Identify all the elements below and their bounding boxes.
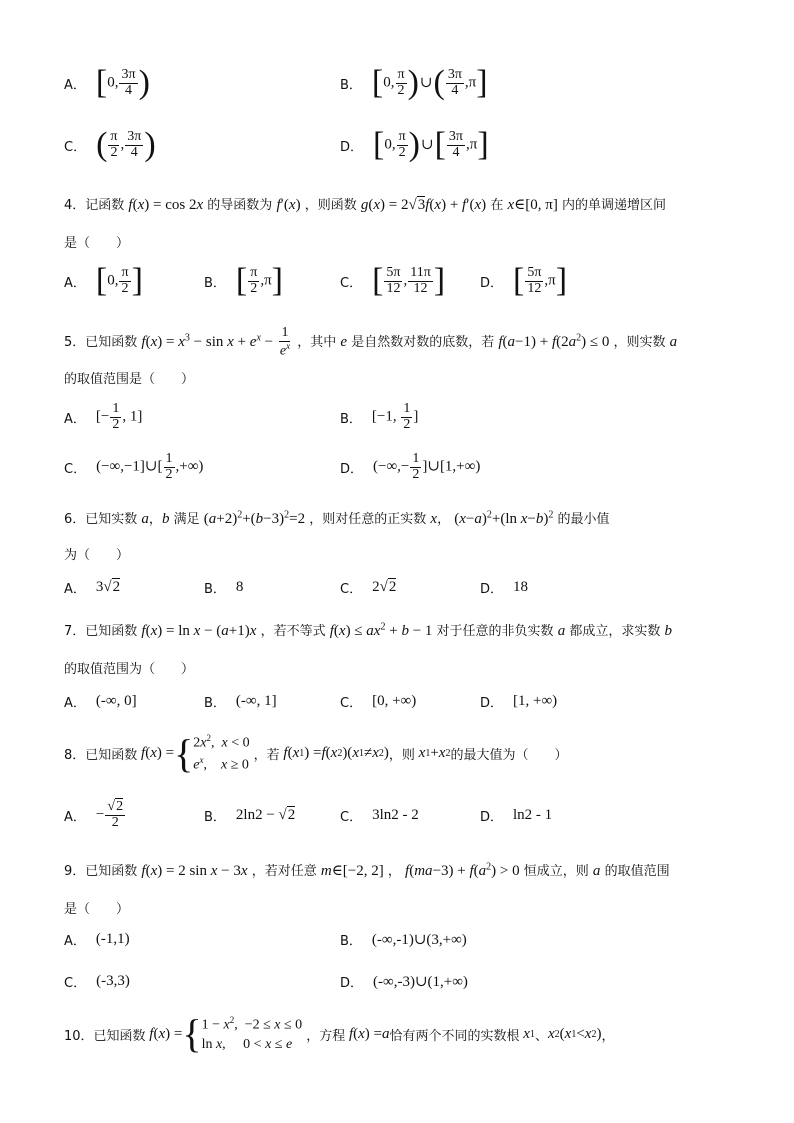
q5-option-b [340, 402, 418, 432]
q7-option-c [340, 692, 416, 711]
option-label: C． [340, 696, 363, 711]
question-9-stem: 9．已知函数 f(x) = 2 sin x − 3x ，若对任意 m∈[−2, 2] ， $f(ma-3) + f(a^2) > 0$ 恒成立，则 a 的取值范围 [64, 861, 670, 879]
question-7-stem: 7．已知函数 f(x) = ln x − (a+1)x ，若不等式 $f(x) \le ax^2 + b - 1$ 对于任意的非负实数 a 都成立，求实数 b [64, 621, 672, 639]
option-math: [− $\frac{1}{2}$ , 1] [95, 401, 143, 432]
option-label: D． [480, 582, 504, 597]
option-label: A． [64, 77, 86, 93]
option-label: A． [64, 275, 86, 291]
option-label: D． [340, 461, 364, 477]
q9-option-a [64, 930, 130, 949]
option-label: B． [204, 275, 226, 291]
piecewise-brace: { [174, 730, 194, 776]
option-math: (−∞,− $\frac{1}{2}$ ]∪[1,+∞) [373, 451, 481, 482]
option-math: ( $\frac{\pi}{2}$ , $\frac{3\pi}{4}$ ) [96, 126, 156, 163]
piecewise-cases: $2x^2$, x < 0 $e^x$, x ≥ 0 [193, 733, 250, 773]
option-math: (-1,1) [95, 931, 130, 947]
option-math: 18 [513, 579, 529, 595]
option-math: [−1, $\frac{1}{2}$ ] [371, 401, 419, 432]
option-math: 3√2 [95, 579, 121, 595]
q6-option-c [340, 578, 396, 597]
option-math: [0, $\frac{\pi}{2}$ )∪[ $\frac{3\pi}{4}$ ,π] [373, 126, 489, 163]
q7-option-b [204, 692, 277, 711]
option-label: A． [64, 582, 86, 597]
option-math: 3ln2 - 2 [372, 807, 419, 823]
option-math: [ $\frac{\pi}{2}$ ,π] [235, 262, 283, 299]
option-math: [0, +∞) [372, 693, 417, 709]
option-label: A． [64, 696, 86, 711]
option-math: [0, $\frac{\pi}{2}$ ] [95, 262, 143, 299]
q9-option-d [340, 972, 468, 991]
option-math: [ $\frac{5\pi}{12}$ ,π] [513, 262, 568, 299]
question-5-stem: 5．已知函数 $f(x) = x^3 - \sin x + e^x$ − $\frac{1}{e^x}$ ，其中 e 是自然数对数的底数，若 $f(a-1) + f(2a^2) \le 0$ ，则实数 a [64, 325, 678, 359]
piecewise-cases: $1 - x^2$, −2 ≤ x ≤ 0 ln x, 0 < x ≤ e [201, 1015, 303, 1052]
q7-option-a [64, 692, 137, 711]
option-label: D． [480, 275, 504, 291]
q5-option-c [64, 452, 203, 482]
q8-option-d [480, 806, 552, 825]
option-label: B． [204, 810, 226, 825]
option-label: D． [480, 696, 504, 711]
question-4-stem-cont: 是（ ） [64, 236, 130, 251]
question-5-stem-cont: 的取值范围是（ ） [64, 372, 195, 387]
option-label: C． [64, 976, 87, 991]
option-label: A． [64, 411, 86, 427]
q9-option-c [64, 972, 130, 991]
option-label: C． [340, 275, 363, 291]
question-6-stem-cont: 为（ ） [64, 548, 130, 563]
q6-option-d [480, 578, 528, 597]
option-label: B． [340, 934, 362, 949]
piecewise-brace: { [182, 1011, 202, 1057]
option-math: [0, $\frac{3\pi}{4}$ ) [95, 64, 150, 101]
option-label: D． [480, 810, 504, 825]
option-math: − $\frac{√2}{2}$ [95, 799, 124, 830]
option-label: B． [340, 411, 362, 427]
option-label: D． [340, 139, 364, 155]
option-label: B． [204, 582, 226, 597]
option-math: (-∞,-1)∪(3,+∞) [371, 932, 467, 948]
option-label: C． [340, 810, 363, 825]
option-math: [ $\frac{5\pi}{12}$ , $\frac{11\pi}{12}$ ] [372, 262, 446, 299]
question-10-stem: 10．已知函数 f ( x ) = { $1 - x^2$, −2 ≤ x ≤ 0 ln x, 0 < x ≤ e ，方程 f ( x ) = a 恰有两个不同的实数根 x 1 、 x 2 ( x 1 < x 2 ) ， [64, 1011, 615, 1057]
option-label: B． [204, 696, 226, 711]
q3-option-d [340, 128, 489, 162]
option-math: (-∞, 0] [95, 693, 137, 709]
q4-option-c [340, 264, 445, 298]
q3-option-c [64, 128, 156, 162]
option-math: (-∞, 1] [235, 693, 277, 709]
option-math: 8 [235, 579, 244, 595]
q9-option-b [340, 930, 467, 949]
option-label: D． [340, 976, 364, 991]
option-label: C． [64, 139, 87, 155]
q8-option-b [204, 806, 295, 825]
q3-option-b [340, 66, 488, 100]
option-math: [1, +∞) [513, 693, 558, 709]
q8-option-c [340, 806, 419, 825]
question-4-stem: 4．记函数 f(x) = cos 2x 的导函数为 f′(x) ，则函数 g(x) = 2√3f(x) + f′(x) 在 x∈[0, π] 内的单调递增区间 [64, 197, 666, 213]
option-math: (-∞,-3)∪(1,+∞) [373, 974, 468, 990]
q5-option-d [340, 452, 480, 482]
option-math: (−∞,−1]∪[ $\frac{1}{2}$ ,+∞) [96, 451, 204, 482]
option-math: (-3,3) [96, 973, 130, 989]
question-6-stem: 6．已知实数 a，b 满足 $(a+2)^2+(b-3)^2=2$ ，则对任意的正实数 x， $(x-a)^2+(\ln$ x−b)$^2$ 的最小值 [64, 509, 610, 527]
q6-option-b [204, 578, 243, 597]
option-label: A． [64, 809, 86, 825]
question-8-stem: 8．已知函数 f ( x ) = { $2x^2$, x < 0 $e^x$, x ≥ 0 ，若 f ( x 1 ) = f ( x 2 )( x 1 ≠ x 2 ) ，则 x 1 + x 2 的最大值为（ ） [64, 730, 568, 776]
option-math: 2√2 [372, 579, 397, 595]
q4-option-d [480, 264, 567, 298]
option-math: [0, $\frac{\pi}{2}$ )∪( $\frac{3\pi}{4}$ ,π] [371, 64, 488, 101]
q6-option-a [64, 578, 120, 597]
option-label: C． [340, 582, 363, 597]
q4-option-a [64, 264, 143, 298]
q5-option-a [64, 402, 142, 432]
option-label: A． [64, 934, 86, 949]
option-label: C． [64, 461, 87, 477]
q4-option-b [204, 264, 283, 298]
option-math: ln2 - 1 [513, 807, 553, 823]
question-7-stem-cont: 的取值范围为（ ） [64, 662, 195, 677]
q8-option-a [64, 800, 126, 830]
q7-option-d [480, 692, 557, 711]
option-label: B． [340, 77, 362, 93]
option-math: 2ln2 − √2 [235, 807, 296, 823]
q3-option-a [64, 66, 150, 100]
question-9-stem-cont: 是（ ） [64, 902, 130, 917]
